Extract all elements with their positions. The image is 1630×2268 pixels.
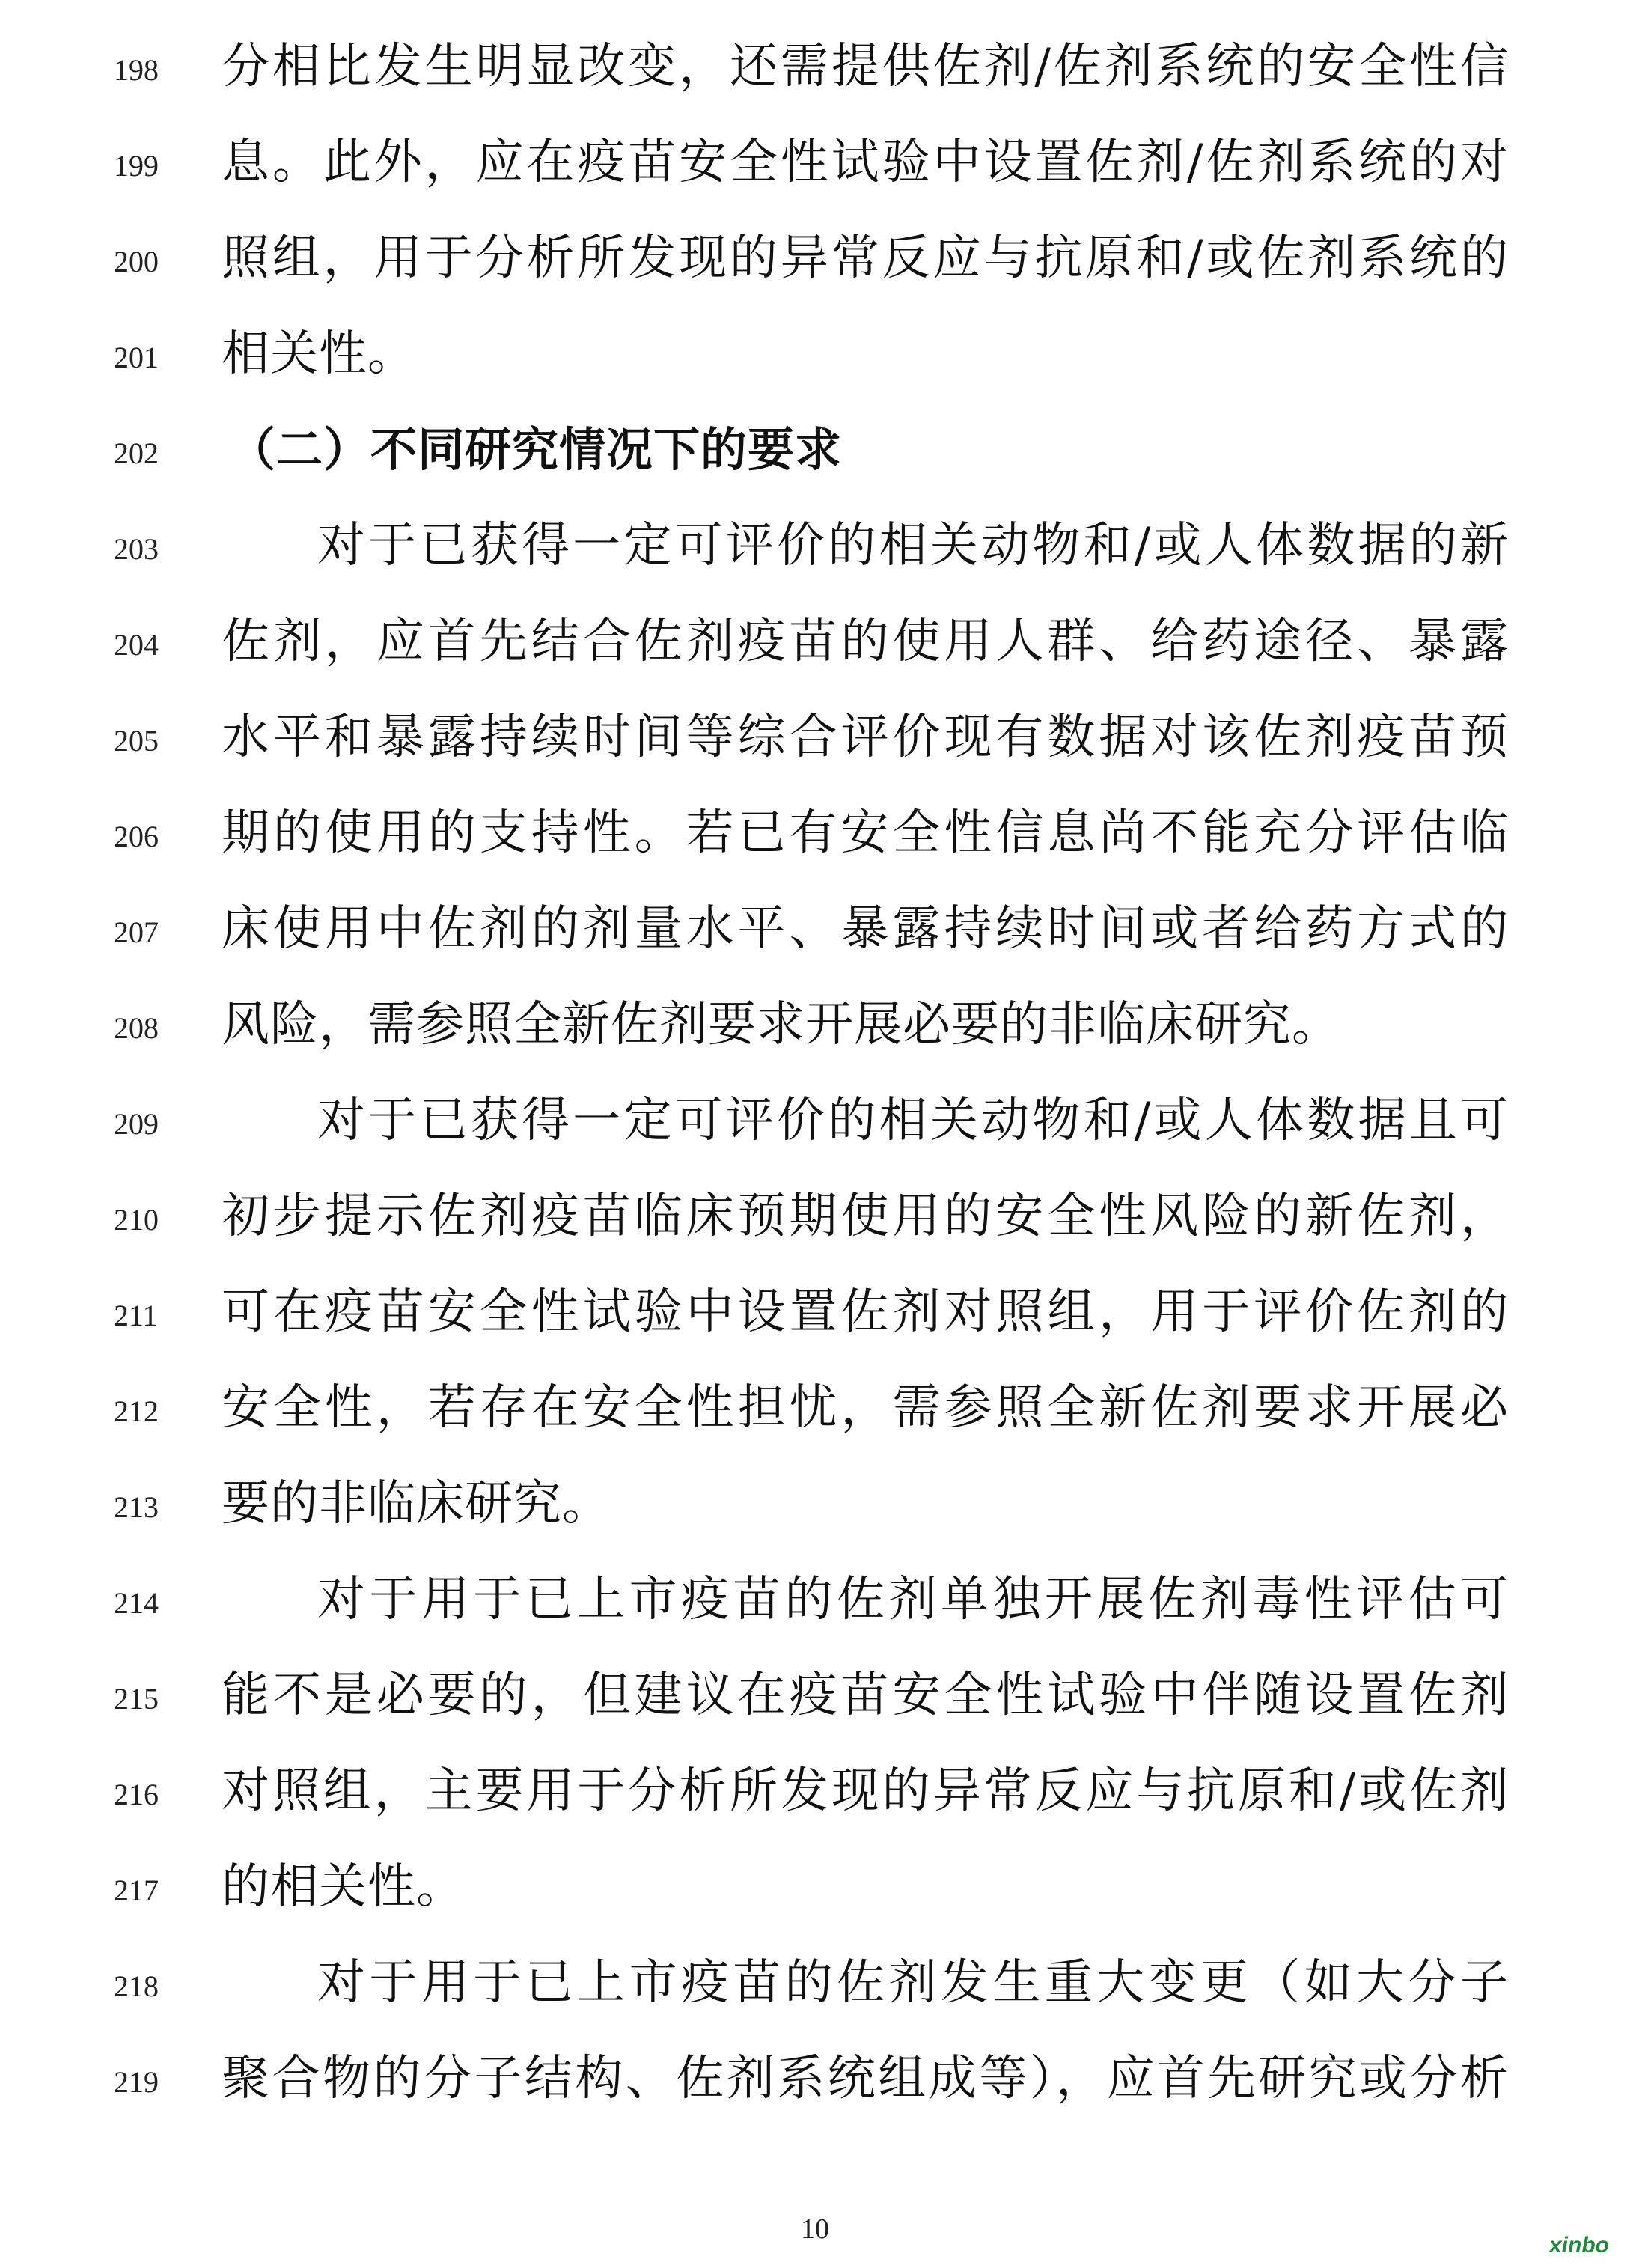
line-text: 期的使用的支持性。若已有安全性信息尚不能充分评估临 xyxy=(222,805,1509,861)
line-number: 198 xyxy=(114,53,159,87)
section-heading: （二）不同研究情况下的要求 xyxy=(229,422,843,477)
text-line xyxy=(0,605,1630,672)
text-line xyxy=(0,1563,1630,1630)
line-text: 水平和暴露持续时间等综合评价现有数据对该佐剂疫苗预 xyxy=(222,710,1509,765)
line-number: 217 xyxy=(114,1874,159,1907)
line-text: 对于已获得一定可评价的相关动物和/或人体数据且可 xyxy=(317,1093,1509,1148)
text-line xyxy=(0,30,1630,97)
text-line xyxy=(0,988,1630,1055)
line-text: 初步提示佐剂疫苗临床预期使用的安全性风险的新佐剂， xyxy=(222,1189,1509,1244)
text-line xyxy=(0,1275,1630,1343)
line-text: 的相关性。 xyxy=(222,1859,465,1915)
line-number: 203 xyxy=(114,532,159,566)
line-number: 218 xyxy=(114,1969,159,2003)
text-line xyxy=(0,701,1630,768)
text-line xyxy=(0,1371,1630,1439)
line-text: 对于用于已上市疫苗的佐剂单独开展佐剂毒性评估可 xyxy=(317,1572,1509,1627)
line-text: 能不是必要的，但建议在疫苗安全性试验中伴随设置佐剂 xyxy=(222,1668,1509,1723)
line-text: 安全性，若存在安全性担忧，需参照全新佐剂要求开展必 xyxy=(222,1380,1509,1436)
line-number: 214 xyxy=(114,1586,159,1620)
line-number: 204 xyxy=(114,628,159,662)
line-number: 215 xyxy=(114,1682,159,1716)
line-text: 息。此外，应在疫苗安全性试验中设置佐剂/佐剂系统的对 xyxy=(222,135,1509,190)
text-line xyxy=(0,317,1630,385)
line-number: 202 xyxy=(114,436,159,470)
line-text: 对于用于已上市疫苗的佐剂发生重大变更（如大分子 xyxy=(317,1955,1509,2011)
line-number: 201 xyxy=(114,341,159,374)
text-line xyxy=(0,892,1630,960)
line-number: 219 xyxy=(114,2065,159,2099)
line-text: 照组，用于分析所发现的异常反应与抗原和/或佐剂系统的 xyxy=(222,231,1509,286)
line-number: 207 xyxy=(114,915,159,949)
line-number: 206 xyxy=(114,820,159,853)
line-number: 208 xyxy=(114,1011,159,1045)
line-number: 211 xyxy=(114,1299,158,1332)
line-text: 对于已获得一定可评价的相关动物和/或人体数据的新 xyxy=(317,518,1509,573)
text-line xyxy=(0,126,1630,193)
line-text: 床使用中佐剂的剂量水平、暴露持续时间或者给药方式的 xyxy=(222,901,1509,957)
line-text: 聚合物的分子结构、佐剂系统组成等），应首先研究或分析 xyxy=(222,2051,1509,2106)
text-line xyxy=(0,1180,1630,1247)
line-text: 相关性。 xyxy=(222,326,416,382)
line-text: 要的非临床研究。 xyxy=(222,1476,611,1531)
page-number: 10 xyxy=(801,2213,829,2245)
line-number: 212 xyxy=(114,1394,159,1428)
section-heading-line xyxy=(0,413,1630,481)
text-line xyxy=(0,2042,1630,2109)
line-number: 210 xyxy=(114,1203,159,1237)
line-text: 对照组，主要用于分析所发现的异常反应与抗原和/或佐剂 xyxy=(222,1764,1509,1819)
text-line xyxy=(0,1946,1630,2014)
line-text: 风险，需参照全新佐剂要求开展必要的非临床研究。 xyxy=(222,997,1340,1052)
text-line xyxy=(0,509,1630,576)
text-line xyxy=(0,1659,1630,1726)
line-number: 213 xyxy=(114,1490,159,1524)
line-number: 200 xyxy=(114,245,159,278)
text-line xyxy=(0,1850,1630,1918)
text-line xyxy=(0,1755,1630,1822)
line-text: 可在疫苗安全性试验中设置佐剂对照组，用于评价佐剂的 xyxy=(222,1284,1509,1340)
line-number: 199 xyxy=(114,149,159,183)
text-line xyxy=(0,1467,1630,1534)
line-text: 分相比发生明显改变，还需提供佐剂/佐剂系统的安全性信 xyxy=(222,39,1509,94)
line-number: 205 xyxy=(114,724,159,757)
watermark-logo: xinbo xyxy=(1549,2233,1609,2258)
line-number: 209 xyxy=(114,1107,159,1141)
line-text: 佐剂，应首先结合佐剂疫苗的使用人群、给药途径、暴露 xyxy=(222,614,1509,669)
text-line xyxy=(0,222,1630,289)
text-line xyxy=(0,1084,1630,1151)
text-line xyxy=(0,796,1630,864)
line-number: 216 xyxy=(114,1778,159,1811)
